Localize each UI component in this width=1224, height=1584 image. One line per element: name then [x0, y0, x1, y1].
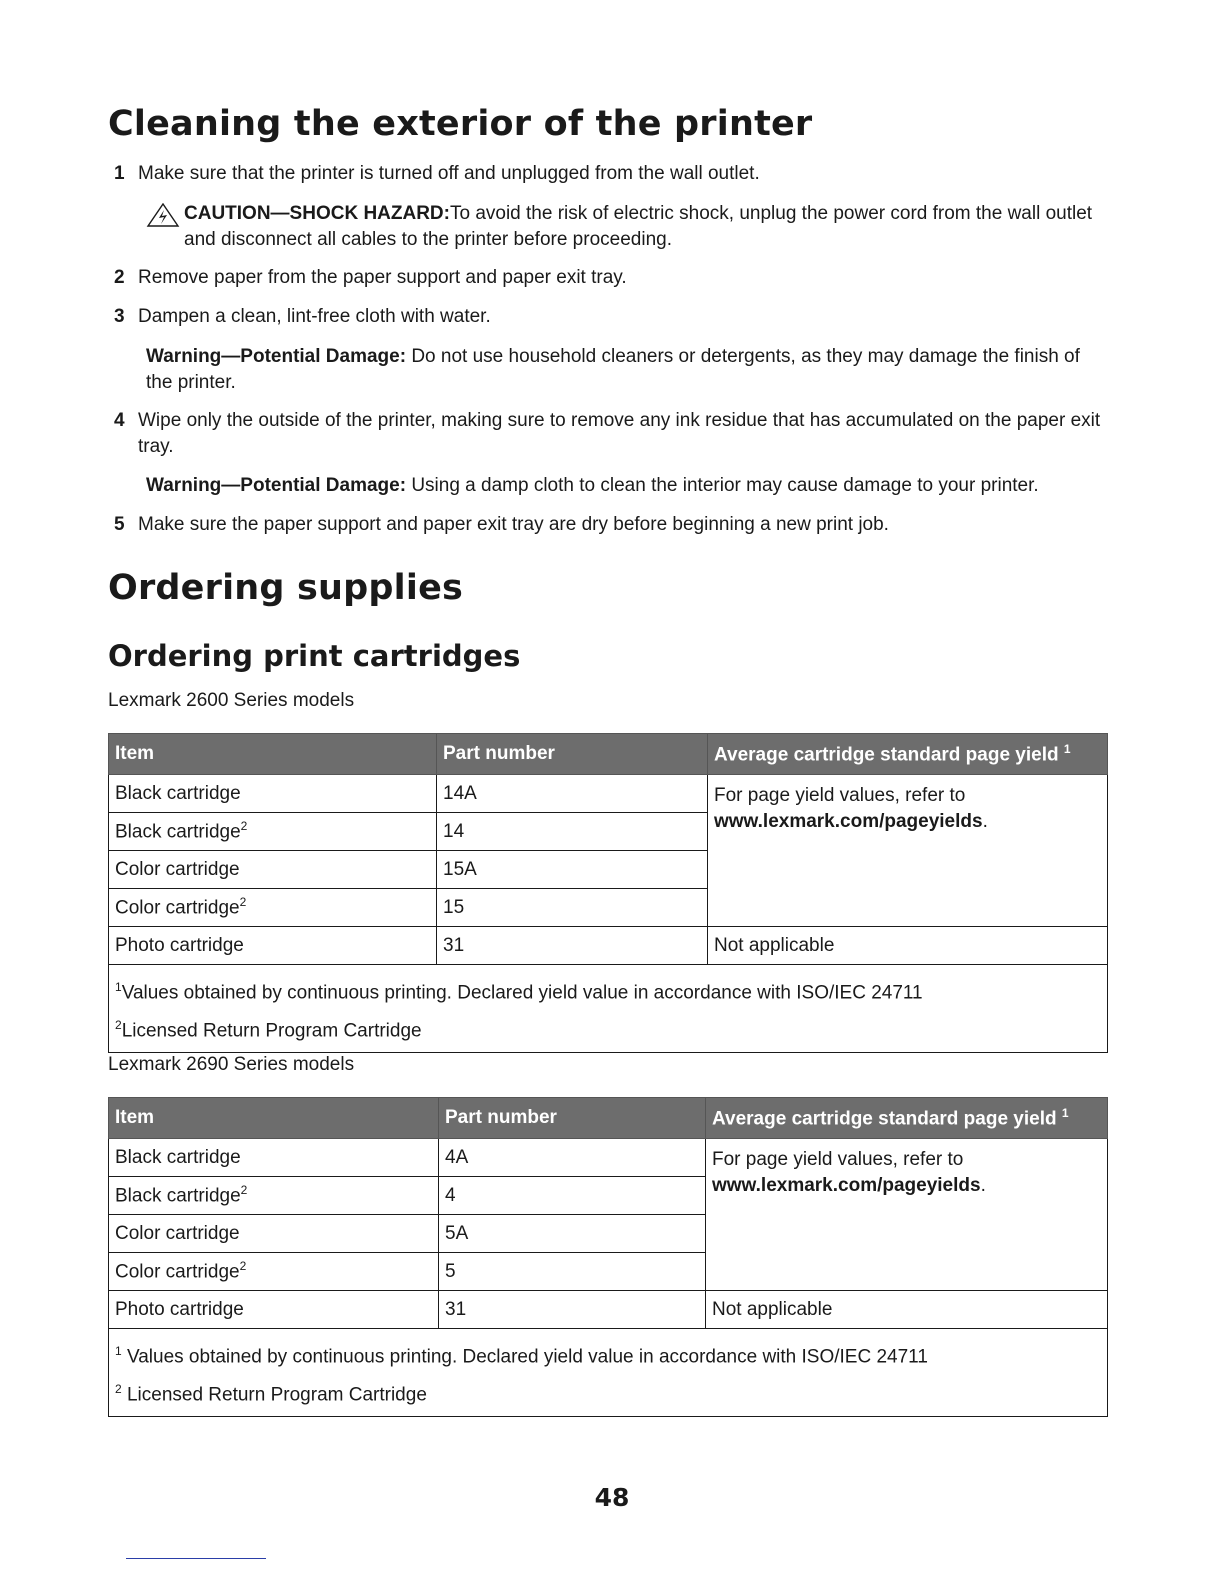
item-cell: Color cartridge$^2$: [109, 1253, 439, 1291]
table-caption: Lexmark 2600 Series models: [108, 690, 355, 711]
section-title-ordering: Ordering supplies: [108, 568, 464, 608]
warning-label: Warning—Potential Damage:: [146, 475, 407, 496]
section-title-cleaning: Cleaning the exterior of the printer: [108, 104, 813, 144]
part-cell: 4A: [439, 1139, 706, 1177]
part-cell: 4: [439, 1177, 706, 1215]
part-cell: 14A: [437, 775, 708, 813]
page-number: 48: [594, 1483, 630, 1512]
item-cell: Black cartridge$^2$: [109, 1177, 439, 1215]
item-cell: Photo cartridge: [109, 1291, 439, 1329]
footnotes: $^1$ Values obtained by continuous printing. Declared yield value in accordance with ISO/IEC 24711 $^2$ Licensed Return Program Cartridge: [109, 1329, 1108, 1417]
pageyields-link[interactable]: www.lexmark.com/pageyields: [712, 1175, 981, 1196]
warning-text: Do not use household cleaners or detergents, as they may damage the finish of the printer.: [146, 346, 1080, 393]
table-row: [109, 1139, 1108, 1177]
item-cell: Black cartridge: [109, 775, 437, 813]
warning-note: [146, 344, 1108, 396]
part-cell: 5: [439, 1253, 706, 1291]
table-footnote-row: [109, 965, 1108, 1053]
footer-divider: [126, 1558, 266, 1559]
yield-cell: For page yield values, refer to www.lexmark.com/pageyields.: [706, 1139, 1108, 1291]
yield-cell: For page yield values, refer to www.lexmark.com/pageyields.: [708, 775, 1108, 927]
shock-hazard-icon: [146, 203, 180, 227]
step-number: 4: [114, 410, 125, 431]
step-number: 5: [114, 514, 125, 535]
step-text: Make sure that the printer is turned off and unplugged from the wall outlet.: [138, 163, 760, 184]
step-number: 1: [114, 163, 125, 184]
footnotes: $^1$Values obtained by continuous printing. Declared yield value in accordance with ISO/IEC 24711 $^2$Licensed Return Program Cartridge: [109, 965, 1108, 1053]
yield-cell: Not applicable: [708, 927, 1108, 965]
warning-label: Warning—Potential Damage:: [146, 346, 407, 367]
table-row: [109, 1291, 1108, 1329]
table-row: [109, 775, 1108, 813]
cartridge-table-2690: [108, 1097, 1108, 1417]
subsection-title-cartridges: Ordering print cartridges: [108, 639, 521, 673]
table-footnote-row: [109, 1329, 1108, 1417]
item-cell: Black cartridge$^2$: [109, 813, 437, 851]
part-cell: 31: [437, 927, 708, 965]
part-cell: 15: [437, 889, 708, 927]
caution-text: [184, 201, 1108, 253]
cartridge-table-2600: [108, 733, 1108, 1053]
step-number: 2: [114, 267, 125, 288]
step-text: Wipe only the outside of the printer, making sure to remove any ink residue that has accumulated on the paper exit tray.: [138, 410, 1101, 457]
step-text: Make sure the paper support and paper exit tray are dry before beginning a new print job.: [138, 514, 889, 535]
pageyields-link[interactable]: www.lexmark.com/pageyields: [714, 811, 983, 832]
warning-text: Using a damp cloth to clean the interior may cause damage to your printer.: [411, 475, 1039, 496]
part-cell: 15A: [437, 851, 708, 889]
caution-label: CAUTION—SHOCK HAZARD:: [184, 203, 450, 224]
header-item: Item: [109, 1098, 439, 1139]
part-cell: 31: [439, 1291, 706, 1329]
header-part-number: Part number: [439, 1098, 706, 1139]
table-header-row: [109, 1098, 1108, 1139]
step-text: Dampen a clean, lint-free cloth with water.: [138, 306, 491, 327]
header-yield: Average cartridge standard page yield $^1$: [708, 734, 1108, 775]
part-cell: 5A: [439, 1215, 706, 1253]
item-cell: Photo cartridge: [109, 927, 437, 965]
caution-body: To avoid the risk of electric shock, unplug the power cord from the wall outlet and disconnect all cables to the printer before proceeding.: [184, 203, 1093, 250]
table-header-row: [109, 734, 1108, 775]
header-part-number: Part number: [437, 734, 708, 775]
part-cell: 14: [437, 813, 708, 851]
step-text: Remove paper from the paper support and paper exit tray.: [138, 267, 627, 288]
table-caption: Lexmark 2690 Series models: [108, 1054, 355, 1075]
yield-cell: Not applicable: [706, 1291, 1108, 1329]
item-cell: Black cartridge: [109, 1139, 439, 1177]
header-item: Item: [109, 734, 437, 775]
item-cell: Color cartridge: [109, 851, 437, 889]
table-row: [109, 927, 1108, 965]
header-yield: Average cartridge standard page yield $^1$: [706, 1098, 1108, 1139]
warning-note: [146, 473, 1108, 499]
item-cell: Color cartridge: [109, 1215, 439, 1253]
step-number: 3: [114, 306, 125, 327]
item-cell: Color cartridge$^2$: [109, 889, 437, 927]
